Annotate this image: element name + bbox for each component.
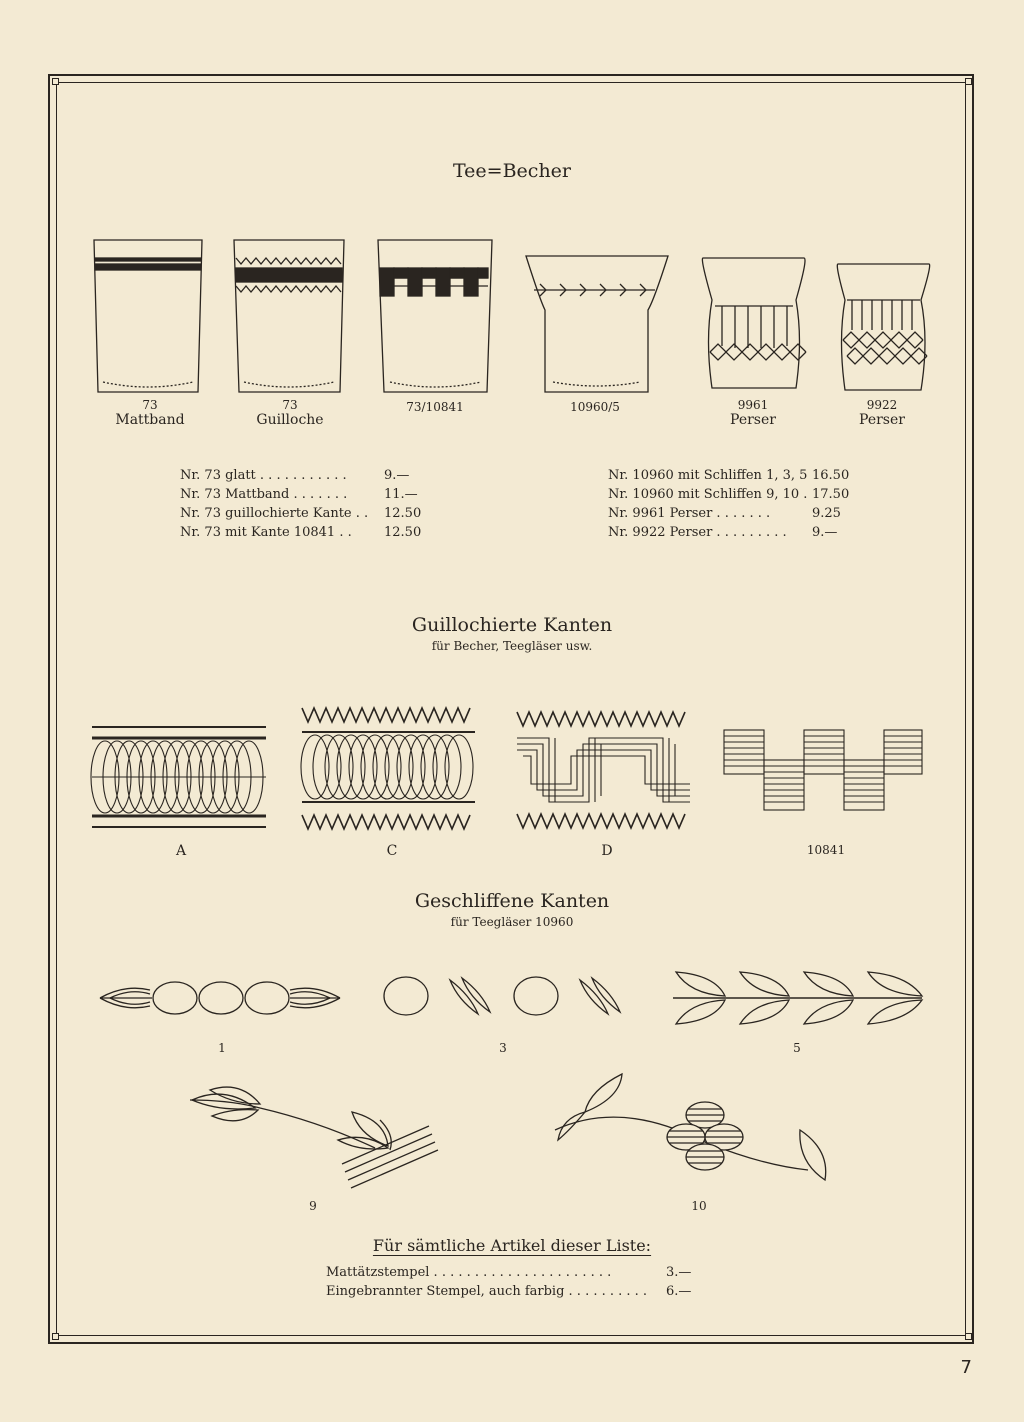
page-number: 7 bbox=[960, 1357, 972, 1378]
border-pattern-c bbox=[301, 708, 475, 829]
price-row bbox=[180, 523, 430, 542]
price-value: 11.— bbox=[384, 487, 418, 502]
footer-row bbox=[326, 1282, 704, 1301]
glass-name: Perser bbox=[730, 412, 776, 428]
price-row bbox=[608, 485, 858, 504]
cut-label: 9 bbox=[309, 1199, 317, 1213]
price-label: Nr. 73 guillochierte Kante . . bbox=[180, 506, 369, 521]
cut-pattern-10 bbox=[555, 1074, 826, 1180]
cut-pattern-1 bbox=[100, 982, 340, 1014]
section-title-cut: Geschliffene Kanten bbox=[414, 890, 610, 912]
glass-caption bbox=[378, 400, 492, 414]
footer-value: 6.— bbox=[666, 1284, 692, 1299]
section-subtitle-guilloche: für Becher, Teegläser usw. bbox=[431, 639, 593, 653]
cut-pattern-5 bbox=[673, 972, 922, 1024]
frame-corner bbox=[52, 78, 59, 85]
glass-caption bbox=[238, 398, 342, 428]
border-label: D bbox=[601, 843, 613, 859]
price-list-right bbox=[608, 466, 858, 542]
glass-name: Guilloche bbox=[256, 412, 324, 428]
footer-price-list bbox=[326, 1263, 704, 1301]
price-row bbox=[180, 466, 430, 485]
glass-number: 9922 bbox=[866, 398, 898, 412]
glass-illustrations bbox=[0, 236, 1024, 396]
price-value: 9.— bbox=[384, 468, 410, 483]
glass-caption bbox=[832, 398, 932, 428]
price-label: Nr. 73 Mattband . . . . . . . bbox=[180, 487, 348, 502]
glass-73-guilloche bbox=[234, 240, 344, 392]
cut-pattern-9 bbox=[190, 1087, 438, 1188]
price-value: 12.50 bbox=[384, 525, 422, 540]
glass-73-mattband bbox=[94, 240, 202, 392]
border-pattern-d bbox=[517, 712, 690, 828]
frame-corner bbox=[965, 78, 972, 85]
glass-number: 73/10841 bbox=[406, 400, 464, 414]
glass-10960-5 bbox=[526, 256, 668, 392]
glass-caption bbox=[545, 400, 645, 414]
glass-73-10841 bbox=[378, 240, 492, 392]
border-label: 10841 bbox=[806, 843, 846, 857]
price-label: Nr. 9922 Perser . . . . . . . . . bbox=[608, 525, 787, 540]
glass-9961-perser bbox=[702, 258, 806, 388]
section-title-guilloche: Guillochierte Kanten bbox=[411, 614, 613, 636]
border-label: A bbox=[175, 843, 187, 859]
price-row bbox=[608, 466, 858, 485]
guilloche-border-patterns bbox=[0, 696, 1024, 836]
cut-label: 5 bbox=[793, 1041, 801, 1055]
footer-label: Eingebrannter Stempel, auch farbig . . . . . . . . . . bbox=[326, 1284, 648, 1299]
glass-number: 73 bbox=[282, 398, 298, 412]
glass-name: Perser bbox=[859, 412, 905, 428]
cut-label: 10 bbox=[691, 1199, 707, 1213]
glass-caption bbox=[98, 398, 202, 428]
price-list-left bbox=[180, 466, 430, 542]
footer-value: 3.— bbox=[666, 1265, 692, 1280]
footer-title: Für sämtliche Artikel dieser Liste: bbox=[372, 1236, 652, 1255]
section-title-tea-cups: Tee=Becher bbox=[452, 160, 572, 182]
price-label: Nr. 10960 mit Schliffen 9, 10 . bbox=[608, 487, 808, 502]
price-label: Nr. 73 glatt . . . . . . . . . . . bbox=[180, 468, 347, 483]
cut-label: 3 bbox=[499, 1041, 507, 1055]
price-value: 12.50 bbox=[384, 506, 422, 521]
frame-corner bbox=[52, 1333, 59, 1340]
price-value: 16.50 bbox=[812, 468, 850, 483]
price-label: Nr. 10960 mit Schliffen 1, 3, 5 bbox=[608, 468, 808, 483]
cut-pattern-3 bbox=[384, 977, 620, 1015]
price-label: Nr. 9961 Perser . . . . . . . bbox=[608, 506, 771, 521]
price-value: 9.25 bbox=[812, 506, 841, 521]
footer-row bbox=[326, 1263, 704, 1282]
price-label: Nr. 73 mit Kante 10841 . . bbox=[180, 525, 352, 540]
cut-label: 1 bbox=[218, 1041, 226, 1055]
glass-number: 10960/5 bbox=[570, 400, 620, 414]
price-row bbox=[180, 504, 430, 523]
price-row bbox=[180, 485, 430, 504]
border-pattern-10841 bbox=[724, 730, 922, 810]
price-value: 9.— bbox=[812, 525, 838, 540]
price-row bbox=[608, 523, 858, 542]
price-row bbox=[608, 504, 858, 523]
footer-label: Mattätzstempel . . . . . . . . . . . . . . . . . . . . . . bbox=[326, 1265, 612, 1280]
border-label: C bbox=[386, 843, 398, 859]
glass-9922-perser bbox=[837, 264, 929, 390]
glass-name: Mattband bbox=[115, 412, 185, 428]
glass-number: 9961 bbox=[737, 398, 769, 412]
price-value: 17.50 bbox=[812, 487, 850, 502]
frame-corner bbox=[965, 1333, 972, 1340]
border-pattern-a bbox=[91, 727, 266, 827]
section-subtitle-cut: für Teegläser 10960 bbox=[450, 915, 574, 929]
glass-number: 73 bbox=[142, 398, 158, 412]
glass-caption bbox=[702, 398, 804, 428]
cut-border-patterns bbox=[0, 960, 1024, 1190]
